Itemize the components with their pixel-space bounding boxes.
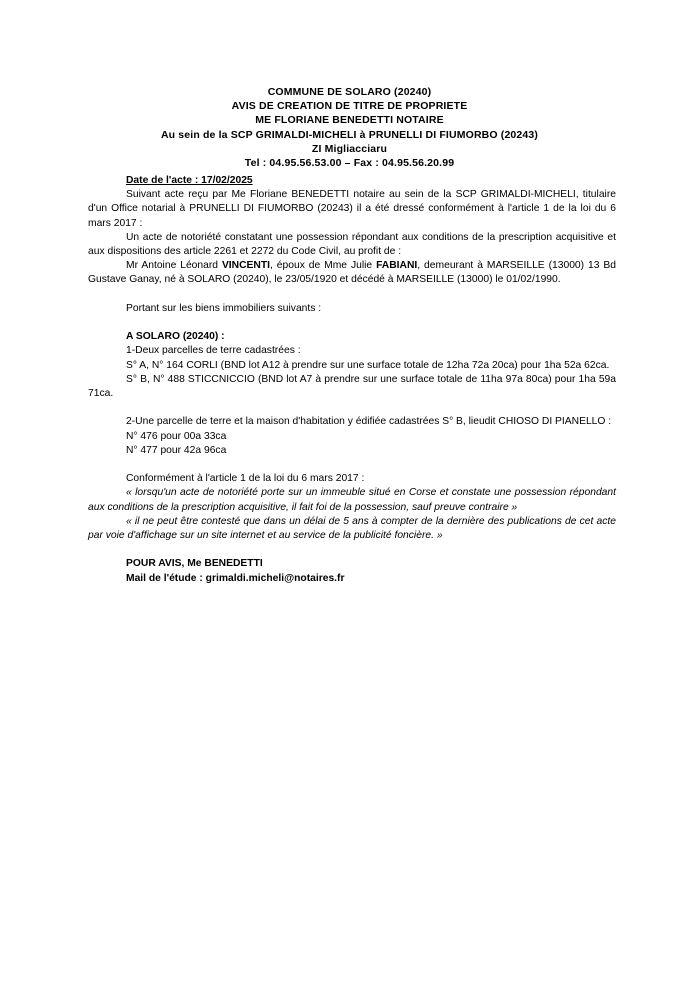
- header-line-firm: Au sein de la SCP GRIMALDI-MICHELI à PRUNELLI DI FIUMORBO (20243): [160, 128, 539, 141]
- document-body: [88, 174, 616, 586]
- person-prefix: Mr Antoine Léonard: [126, 260, 222, 272]
- header-line-commune: COMMUNE DE SOLARO (20240): [267, 86, 432, 98]
- paragraph-conformement: Conformément à l'article 1 de la loi du 6 mars 2017 :: [126, 473, 365, 485]
- legal-quote-2: « il ne peut être contesté que dans un délai de 5 ans à compter de la dernière des publications de cet acte par voie d'affichage sur un site internet et au service de la publicité foncière. »: [88, 515, 616, 542]
- person-suffix: , demeurant à MARSEILLE (13000) 13 Bd Gustave Ganay, né à SOLARO (20240), le 23/05/1920 et décédé à MARSEILLE (13000) le 01/02/1990.: [88, 260, 616, 286]
- document-header: [0, 85, 699, 170]
- act-date-value: Date de l'acte : 17/02/2025: [126, 175, 253, 186]
- item-2-title: 2-Une parcelle de terre et la maison d'habitation y édifiée cadastrées S° B, lieudit CHIOSO DI PIANELLO :: [126, 416, 612, 428]
- item-1-parcel-b: S° B, N° 488 STICCNICCIO (BND lot A7 à prendre sur une surface totale de 11ha 97a 80ca) pour 1ha 59a 71ca.: [88, 373, 616, 400]
- signature-line-email: [88, 572, 616, 586]
- person-middle-text: , époux de Mme Julie: [270, 260, 377, 272]
- spacer: [88, 543, 616, 557]
- commune-heading-text: A SOLARO (20240) :: [126, 331, 225, 343]
- item-2-line-477: N° 477 pour 42a 96ca: [126, 444, 227, 456]
- paragraph-portant: Portant sur les biens immobiliers suivants :: [126, 302, 322, 314]
- header-line-address: ZI Migliacciaru: [311, 142, 388, 155]
- header-line-contact: Tel : 04.95.56.53.00 – Fax : 04.95.56.20.99: [244, 157, 455, 170]
- spacer: [88, 401, 616, 415]
- header-line-notary: ME FLORIANE BENEDETTI NOTAIRE: [255, 114, 444, 127]
- act-date-line: [88, 174, 616, 188]
- signature-notary-name: POUR AVIS, Me BENEDETTI: [126, 558, 263, 570]
- paragraph-person: [88, 259, 616, 287]
- person-surname-primary: VINCENTI: [221, 260, 270, 272]
- legal-quote-1: « lorsqu'un acte de notoriété porte sur un immeuble situé en Corse et constate une possession répondant aux conditions de la prescription acquisitive, il fait foi de la possession, sauf preuve contraire »: [88, 487, 616, 513]
- spacer: [88, 288, 616, 302]
- item-2-line-476: N° 476 pour 00a 33ca: [126, 430, 227, 442]
- signature-line-pour-avis: [88, 557, 616, 571]
- item-1-parcel-a: S° A, N° 164 CORLI (BND lot A12 à prendre sur une surface totale de 12ha 72a 20ca) pour 1ha 52a 62ca.: [126, 359, 610, 371]
- signature-email-value: Mail de l'étude : grimaldi.micheli@notaires.fr: [126, 572, 345, 584]
- paragraph-intro: Suivant acte reçu par Me Floriane BENEDETTI notaire au sein de la SCP GRIMALDI-MICHELI, titulaire d'un Office notarial à PRUNELLI DI FIUMORBO (20243) il a été dressé conformément à l'article 1 de la loi du 6 mars 2017 :: [88, 189, 616, 229]
- item-1-title: 1-Deux parcelles de terre cadastrées :: [126, 345, 301, 357]
- spacer: [88, 316, 616, 330]
- paragraph-notoriete: Un acte de notoriété constatant une possession répondant aux conditions de la prescription acquisitive et aux dispositions des article 2261 et 2272 du Code Civil, au profit de :: [88, 231, 616, 258]
- commune-heading: [88, 330, 616, 344]
- spacer: [88, 458, 616, 472]
- person-surname-spouse: FABIANI: [376, 260, 418, 272]
- header-line-notice-type: AVIS DE CREATION DE TITRE DE PROPRIETE: [231, 100, 468, 113]
